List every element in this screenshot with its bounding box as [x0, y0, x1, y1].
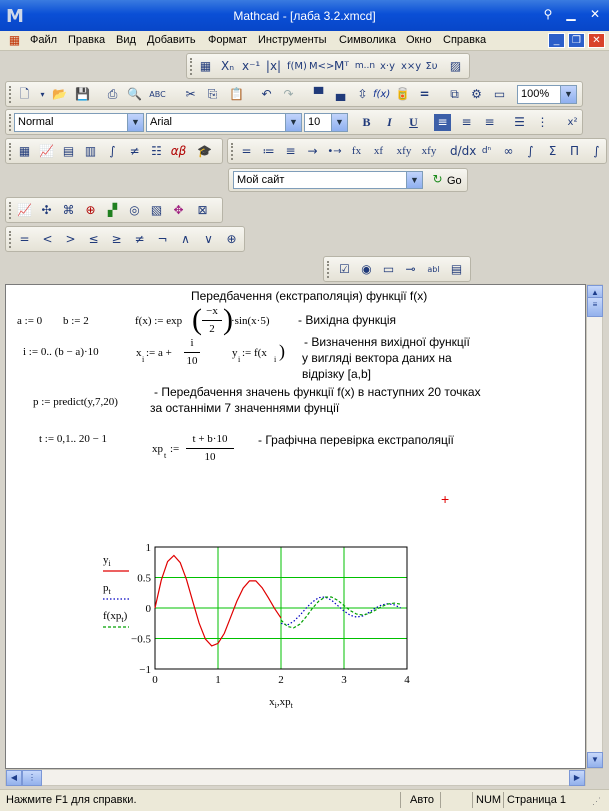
predict-def[interactable]: p := predict(y,7,20) — [33, 396, 118, 408]
y-tick-label: −1 — [139, 664, 151, 676]
zoom-value: 100% — [521, 88, 550, 100]
x-mid: := a + — [146, 347, 172, 359]
component-icon[interactable]: ⧉ — [450, 87, 459, 101]
toolbar-grip — [9, 86, 12, 103]
func-rhs: ·sin(x·5) — [231, 315, 270, 327]
xp-num: t + b·10 — [192, 433, 228, 445]
toolbar-area — [0, 51, 609, 284]
toolbar-grip — [9, 114, 12, 131]
pin-icon[interactable]: ⚲ — [543, 7, 553, 21]
keyword-eval-button[interactable]: •→ — [327, 146, 342, 157]
def-y[interactable] — [232, 343, 292, 369]
status-bar — [0, 789, 609, 811]
y-rhs: := f(x — [242, 347, 267, 359]
boolean-toolbar — [5, 226, 245, 252]
transpose-button[interactable]: Mᵀ — [334, 59, 349, 73]
global-def-button[interactable]: ≡ — [285, 144, 296, 158]
paren-left: ( — [192, 303, 202, 336]
underline-button[interactable]: U — [409, 115, 418, 129]
cross-product-button[interactable]: x×y — [401, 61, 422, 72]
menu-view[interactable]: Вид — [116, 34, 136, 46]
zoom-plot-icon[interactable]: ⊠ — [197, 203, 208, 217]
menu-bar — [0, 31, 609, 51]
size-select[interactable] — [304, 113, 348, 132]
checkbox-control-icon[interactable]: ☑ — [339, 262, 350, 276]
legend-label-2: $p_t$ — [103, 582, 111, 596]
status-divider — [400, 792, 401, 808]
chevron-down-icon[interactable]: ▾ — [40, 90, 45, 99]
matrix-palette-icon[interactable]: ▤ — [62, 144, 75, 158]
not-button[interactable]: ¬ — [157, 232, 168, 246]
nth-derivative-icon[interactable]: dⁿ — [481, 146, 492, 156]
doc-restore-icon[interactable]: ❐ — [568, 33, 585, 48]
doc-minimize-icon[interactable]: _ — [548, 33, 565, 48]
separate-icon[interactable]: ⇳ — [357, 87, 368, 101]
site-select[interactable] — [233, 171, 423, 189]
menu-edit[interactable]: Правка — [68, 34, 106, 46]
print-preview-icon[interactable]: 🔍 — [127, 87, 142, 101]
copy-icon[interactable]: ⎘ — [207, 87, 218, 101]
scroll-right-icon[interactable]: ▶ — [569, 770, 585, 786]
toolbar-grip — [9, 143, 12, 160]
y-lhs: y — [232, 347, 238, 359]
func-num: −x — [206, 305, 218, 317]
polar-plot-icon[interactable]: ✣ — [41, 203, 52, 217]
window-icon[interactable]: ▭ — [493, 87, 506, 101]
derivative-icon[interactable]: d/dx — [450, 144, 477, 158]
calculate-icon[interactable]: = — [419, 87, 430, 101]
status-hint: Нажмите F1 для справки. — [6, 794, 137, 806]
func-lhs: f(x) := exp — [135, 315, 183, 327]
menu-file[interactable]: Файл — [30, 34, 58, 46]
scroll-thumb[interactable]: ≡ — [587, 297, 603, 317]
x-lhs: x — [136, 347, 142, 359]
scroll-down-icon[interactable]: ▼ — [587, 752, 603, 768]
product-icon[interactable]: Π — [569, 144, 580, 158]
and-button[interactable]: ∧ — [181, 232, 190, 246]
xp-lhs: xp — [152, 443, 163, 455]
x-tick-label: 4 — [404, 674, 410, 686]
less-equal-button[interactable]: ≤ — [88, 232, 99, 246]
func-den: 2 — [209, 323, 215, 335]
paste-icon[interactable]: 📋 — [229, 87, 244, 101]
toolbar-grip — [190, 58, 193, 75]
menu-insert[interactable]: Добавить — [147, 34, 196, 46]
xy-plot[interactable] — [91, 535, 431, 715]
toolbar-grip — [231, 143, 234, 160]
go-button[interactable]: Go — [447, 175, 462, 187]
worksheet-heading[interactable]: Передбачення (екстраполяція) функції f(x) — [191, 289, 428, 303]
calculus-icon[interactable]: ∫ — [109, 144, 116, 158]
note-vector-1[interactable]: - Визначення вихідної функції — [304, 335, 470, 349]
zoom-select[interactable] — [517, 85, 577, 104]
x-tick-label: 1 — [215, 674, 221, 686]
less-than-button[interactable]: < — [42, 232, 53, 246]
resource-icon[interactable]: ⚙ — [471, 87, 482, 101]
fraction-bar — [184, 352, 200, 353]
window-title: Mathcad - [лаба 3.2.xmcd] — [233, 9, 376, 23]
paren-right: ) — [223, 303, 233, 336]
surface-plot-icon[interactable]: ⌘ — [62, 203, 75, 217]
chevron-down-icon[interactable]: ▼ — [331, 114, 347, 131]
range-t[interactable]: t := 0,1.. 20 − 1 — [39, 433, 108, 445]
menu-help[interactable]: Справка — [443, 34, 487, 46]
superscript-icon[interactable]: x² — [567, 117, 578, 128]
vector-sum-button[interactable]: Συ — [425, 61, 438, 72]
print-icon[interactable]: ⎙ — [107, 87, 118, 101]
matrix-toolbar — [186, 53, 470, 79]
xp-den: 10 — [204, 451, 216, 463]
y-tick-label: −0.5 — [131, 633, 151, 646]
contour-plot-icon[interactable]: ⊕ — [85, 203, 96, 217]
x-sub: i — [142, 355, 145, 364]
font-value: Arial — [150, 116, 173, 128]
controls-toolbar — [323, 256, 471, 282]
note-check[interactable]: - Графічна перевірка екстраполяції — [258, 433, 454, 447]
slider-control-icon[interactable]: ⊸ — [405, 262, 416, 276]
toolbar-grip — [327, 261, 330, 278]
fraction-bar — [186, 448, 234, 449]
menu-symbolics[interactable]: Символика — [339, 34, 396, 46]
worksheet[interactable] — [5, 284, 586, 769]
mathcad-logo-icon: M — [6, 6, 24, 27]
size-value: 10 — [308, 116, 321, 128]
def-xp[interactable] — [152, 429, 236, 469]
integral-icon[interactable]: ∫ — [527, 144, 534, 158]
status-page: Страница 1 — [507, 794, 567, 806]
scroll-up-icon[interactable]: ▲ — [587, 285, 603, 301]
assign-op: := — [170, 443, 180, 455]
greek-icon[interactable]: αβ — [170, 144, 187, 158]
y-sub: i — [238, 355, 241, 364]
graph-toolbar — [5, 197, 223, 223]
bool-equal-button[interactable]: = — [19, 232, 30, 246]
x-tick-label: 2 — [278, 674, 284, 686]
infix-op-button[interactable]: xfy — [396, 145, 412, 157]
determinant-button[interactable]: |x| — [265, 59, 282, 73]
x-tick-label: 3 — [341, 674, 347, 686]
infinity-icon[interactable]: ∞ — [503, 144, 514, 158]
fraction-bar — [202, 320, 222, 321]
subscript-button[interactable]: Xₙ — [220, 59, 234, 73]
italic-button[interactable]: I — [387, 115, 392, 129]
y-tick-label: 0.5 — [137, 572, 151, 585]
x-axis-label: $x_i,xp_t$ — [269, 696, 293, 710]
bold-button[interactable]: B — [362, 115, 371, 129]
toolbar-grip — [9, 202, 12, 219]
open-icon[interactable]: 📂 — [52, 87, 67, 101]
bullets-icon[interactable]: ☰ — [514, 115, 525, 129]
x-tick-label: 0 — [152, 674, 158, 686]
align-right-icon[interactable]: ≡ — [484, 115, 495, 129]
minimize-icon[interactable]: ▁ — [566, 7, 576, 21]
vertical-scrollbar[interactable] — [586, 284, 603, 769]
greater-than-button[interactable]: > — [65, 232, 76, 246]
new-icon[interactable]: 🗋 — [19, 87, 30, 101]
column-button[interactable]: M<> — [309, 61, 335, 72]
scroll-left-icon[interactable]: ◀ — [6, 770, 22, 786]
style-value: Normal — [18, 116, 54, 128]
treefix-op-button[interactable]: xfy — [421, 145, 437, 157]
status-divider — [472, 792, 473, 808]
evaluation-icon[interactable]: ▥ — [84, 144, 97, 158]
postfix-op-button[interactable]: xf — [373, 145, 384, 157]
x-sub: i — [274, 355, 277, 364]
chevron-down-icon[interactable]: ▼ — [285, 114, 301, 131]
prefix-op-button[interactable]: fx — [351, 145, 362, 157]
picture-icon[interactable]: ▨ — [449, 59, 462, 73]
formatting-toolbar — [5, 109, 583, 135]
note-func[interactable]: - Вихідна функція — [298, 313, 396, 327]
note-vector-3[interactable]: відрізку [a,b] — [302, 367, 371, 381]
redo-icon[interactable]: ↷ — [283, 87, 294, 101]
listbox-control-icon[interactable]: ▤ — [450, 262, 463, 276]
scatter-plot-icon[interactable]: ◎ — [129, 203, 140, 217]
textbox-control-icon[interactable]: abl — [427, 265, 440, 274]
menu-format[interactable]: Формат — [208, 34, 248, 46]
boolean-icon[interactable]: ≠ — [129, 144, 140, 158]
cut-icon[interactable]: ✂ — [185, 87, 196, 101]
xy-plot-icon[interactable]: 📈 — [17, 203, 32, 217]
y-tick-label: 1 — [145, 542, 151, 554]
align-left-icon[interactable]: ≡ — [434, 114, 451, 131]
close-icon[interactable]: ✕ — [589, 7, 601, 21]
status-divider — [440, 792, 441, 808]
eval-equals-button[interactable]: = — [241, 144, 252, 158]
align-center-icon[interactable]: ≡ — [461, 115, 472, 129]
button-control-icon[interactable]: ▭ — [382, 262, 395, 276]
undo-icon[interactable]: ↶ — [261, 87, 272, 101]
go-arrow-icon[interactable]: ↻ — [432, 172, 443, 186]
definition-button[interactable]: ≔ — [262, 144, 275, 158]
range-i[interactable]: i := 0.. (b − a)·10 — [23, 346, 99, 358]
menu-window[interactable]: Окно — [406, 34, 432, 46]
evaluation-toolbar — [227, 138, 607, 164]
standard-toolbar — [5, 81, 583, 107]
xp-sub: t — [164, 451, 167, 460]
note-predict-2[interactable]: за останніми 7 значеннями фунції — [150, 401, 340, 415]
align-bottom-icon[interactable]: ▄ — [335, 87, 346, 101]
chevron-down-icon[interactable]: ▼ — [406, 172, 422, 188]
h-scroll-thumb[interactable]: ⋮ — [22, 770, 42, 786]
chevron-down-icon[interactable]: ▼ — [127, 114, 143, 131]
symbolic-eval-button[interactable]: → — [307, 144, 318, 158]
spellcheck-icon[interactable]: ABC — [149, 90, 166, 99]
status-mode: Авто — [410, 794, 434, 806]
document-icon[interactable]: ▦ — [8, 33, 21, 47]
sum-icon[interactable]: Σ — [548, 144, 557, 158]
range-button[interactable]: m..n — [354, 61, 376, 71]
toolbar-grip — [9, 231, 12, 248]
style-select[interactable] — [14, 113, 144, 132]
greater-equal-button[interactable]: ≥ — [111, 232, 122, 246]
dot-product-button[interactable]: x·y — [379, 61, 395, 72]
bar-plot-icon[interactable]: ▞ — [107, 203, 118, 217]
def-b[interactable]: b := 2 — [63, 315, 89, 327]
resize-grip-icon[interactable]: ⋰ — [592, 796, 601, 806]
status-num: NUM — [476, 794, 502, 806]
or-button[interactable]: ∨ — [204, 232, 213, 246]
radio-control-icon[interactable]: ◉ — [361, 262, 372, 276]
def-x[interactable] — [136, 339, 206, 373]
status-divider — [503, 792, 504, 808]
web-toolbar — [228, 168, 468, 192]
x-den: 10 — [186, 355, 198, 367]
insert-unit-icon[interactable]: 🥫 — [395, 87, 410, 101]
save-icon[interactable]: 💾 — [75, 87, 90, 101]
inverse-button[interactable]: x⁻¹ — [242, 59, 261, 73]
symbolic-icon[interactable]: 🎓 — [197, 144, 212, 158]
legend-label-1: $y_i$ — [103, 554, 111, 568]
site-value: Мой сайт — [237, 174, 285, 186]
not-equal-button[interactable]: ≠ — [134, 232, 145, 246]
x-num: i — [190, 337, 194, 349]
font-select[interactable] — [146, 113, 302, 132]
indef-integral-icon[interactable]: ∫ — [593, 144, 600, 158]
note-vector-2[interactable]: у вигляді вектора даних на — [302, 351, 452, 365]
insert-function-icon[interactable]: f(x) — [373, 89, 391, 100]
calculator-icon[interactable]: ▦ — [18, 144, 31, 158]
programming-icon[interactable]: ☷ — [151, 144, 162, 158]
insertion-cursor-icon: + — [441, 491, 450, 507]
math-palette-toolbar — [5, 138, 223, 164]
matrix-icon[interactable]: ▦ — [199, 59, 212, 73]
legend-label-3: $f(xp_t)$ — [103, 610, 128, 624]
vector-field-icon[interactable]: ▧ — [150, 203, 163, 217]
note-predict-1[interactable]: - Передбачення значень функції f(x) в наступних 20 точках — [154, 385, 481, 399]
xor-button[interactable]: ⊕ — [226, 232, 237, 246]
graph-icon[interactable]: 📈 — [39, 144, 54, 158]
plot-wizard-icon[interactable]: ✥ — [173, 203, 184, 217]
vectorize-button[interactable]: f(M) — [287, 61, 307, 72]
align-top-icon[interactable]: ▀ — [313, 87, 324, 101]
chevron-down-icon[interactable]: ▼ — [560, 86, 576, 103]
doc-close-icon[interactable]: ✕ — [588, 33, 605, 48]
y-tick-label: 0 — [145, 603, 151, 615]
title-bar — [0, 0, 609, 31]
paren-right: ) — [279, 341, 285, 361]
def-a[interactable]: a := 0 — [17, 315, 43, 327]
menu-tools[interactable]: Инструменты — [258, 34, 327, 46]
numbering-icon[interactable]: ⋮ — [536, 115, 549, 129]
horizontal-scrollbar[interactable] — [5, 769, 586, 786]
